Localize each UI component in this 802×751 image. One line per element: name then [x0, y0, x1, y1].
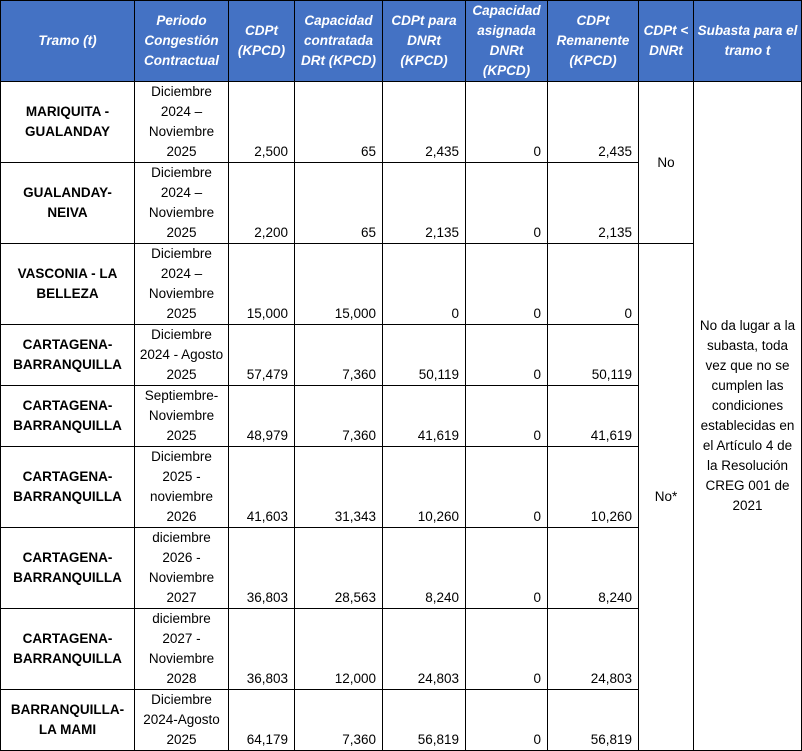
tramo-cell: MARIQUITA - GUALANDAY [1, 82, 135, 163]
table-row [1, 244, 802, 325]
periodo-cell: diciembre 2026 - Noviembre 2027 [135, 528, 229, 609]
cdpt-cell: 2,500 [229, 82, 295, 163]
header-capacidad-asignada: Capacidad asignada DNRt (KPCD) [466, 1, 548, 82]
contratada-cell: 65 [295, 82, 383, 163]
periodo-cell: Diciembre 2024-Agosto 2025 [135, 690, 229, 751]
tramo-cell: CARTAGENA-BARRANQUILLA [1, 609, 135, 690]
tramo-cell: CARTAGENA-BARRANQUILLA [1, 386, 135, 447]
subasta-cell: No da lugar a la subasta, toda vez que no se cumplen las condiciones establecidas en el Artículo 4 de la Resolución CREG 001 de 2021 [694, 82, 802, 751]
cdpt-cell: 64,179 [229, 690, 295, 751]
contratada-cell: 12,000 [295, 609, 383, 690]
para-dnrt-cell: 8,240 [383, 528, 466, 609]
remanente-cell: 24,803 [548, 609, 639, 690]
remanente-cell: 0 [548, 244, 639, 325]
asignada-cell: 0 [466, 386, 548, 447]
asignada-cell: 0 [466, 325, 548, 386]
asignada-cell: 0 [466, 447, 548, 528]
header-row [1, 1, 802, 82]
header-cdpt-lt-dnrt: CDPt < DNRt [639, 1, 694, 82]
cdpt-cell: 36,803 [229, 609, 295, 690]
periodo-cell: Septiembre-Noviembre 2025 [135, 386, 229, 447]
asignada-cell: 0 [466, 528, 548, 609]
contratada-cell: 31,343 [295, 447, 383, 528]
remanente-cell: 2,435 [548, 82, 639, 163]
para-dnrt-cell: 2,135 [383, 163, 466, 244]
remanente-cell: 8,240 [548, 528, 639, 609]
cdpt-lt-dnrt-flag: No* [639, 244, 694, 751]
asignada-cell: 0 [466, 609, 548, 690]
header-cdpt: CDPt (KPCD) [229, 1, 295, 82]
periodo-cell: Diciembre 2025 - noviembre 2026 [135, 447, 229, 528]
tramo-cell: GUALANDAY-NEIVA [1, 163, 135, 244]
para-dnrt-cell: 56,819 [383, 690, 466, 751]
para-dnrt-cell: 0 [383, 244, 466, 325]
para-dnrt-cell: 2,435 [383, 82, 466, 163]
header-tramo: Tramo (t) [1, 1, 135, 82]
cdpt-cell: 48,979 [229, 386, 295, 447]
para-dnrt-cell: 41,619 [383, 386, 466, 447]
periodo-cell: Diciembre 2024 – Noviembre 2025 [135, 82, 229, 163]
remanente-cell: 2,135 [548, 163, 639, 244]
contratada-cell: 15,000 [295, 244, 383, 325]
header-capacidad-contratada: Capacidad contratada DRt (KPCD) [295, 1, 383, 82]
periodo-cell: Diciembre 2024 – Noviembre 2025 [135, 163, 229, 244]
tramo-cell: CARTAGENA-BARRANQUILLA [1, 447, 135, 528]
tramo-cell: VASCONIA - LA BELLEZA [1, 244, 135, 325]
para-dnrt-cell: 24,803 [383, 609, 466, 690]
asignada-cell: 0 [466, 82, 548, 163]
periodo-cell: Diciembre 2024 - Agosto 2025 [135, 325, 229, 386]
header-cdpt-dnrt: CDPt para DNRt (KPCD) [383, 1, 466, 82]
remanente-cell: 50,119 [548, 325, 639, 386]
header-cdpt-remanente: CDPt Remanente (KPCD) [548, 1, 639, 82]
contratada-cell: 28,563 [295, 528, 383, 609]
cdpt-cell: 57,479 [229, 325, 295, 386]
asignada-cell: 0 [466, 690, 548, 751]
remanente-cell: 56,819 [548, 690, 639, 751]
para-dnrt-cell: 50,119 [383, 325, 466, 386]
asignada-cell: 0 [466, 163, 548, 244]
header-subasta: Subasta para el tramo t [694, 1, 802, 82]
cdpt-cell: 15,000 [229, 244, 295, 325]
periodo-cell: Diciembre 2024 – Noviembre 2025 [135, 244, 229, 325]
cdpt-cell: 36,803 [229, 528, 295, 609]
contratada-cell: 65 [295, 163, 383, 244]
remanente-cell: 10,260 [548, 447, 639, 528]
tramo-cell: CARTAGENA-BARRANQUILLA [1, 325, 135, 386]
header-periodo: Periodo Congestión Contractual [135, 1, 229, 82]
contratada-cell: 7,360 [295, 325, 383, 386]
contratada-cell: 7,360 [295, 690, 383, 751]
para-dnrt-cell: 10,260 [383, 447, 466, 528]
remanente-cell: 41,619 [548, 386, 639, 447]
cdpt-cell: 2,200 [229, 163, 295, 244]
cdpt-cell: 41,603 [229, 447, 295, 528]
periodo-cell: diciembre 2027 - Noviembre 2028 [135, 609, 229, 690]
cdpt-lt-dnrt-flag: No [639, 82, 694, 244]
contratada-cell: 7,360 [295, 386, 383, 447]
tramo-cell: BARRANQUILLA-LA MAMI [1, 690, 135, 751]
asignada-cell: 0 [466, 244, 548, 325]
tramo-cell: CARTAGENA-BARRANQUILLA [1, 528, 135, 609]
table-row [1, 82, 802, 163]
